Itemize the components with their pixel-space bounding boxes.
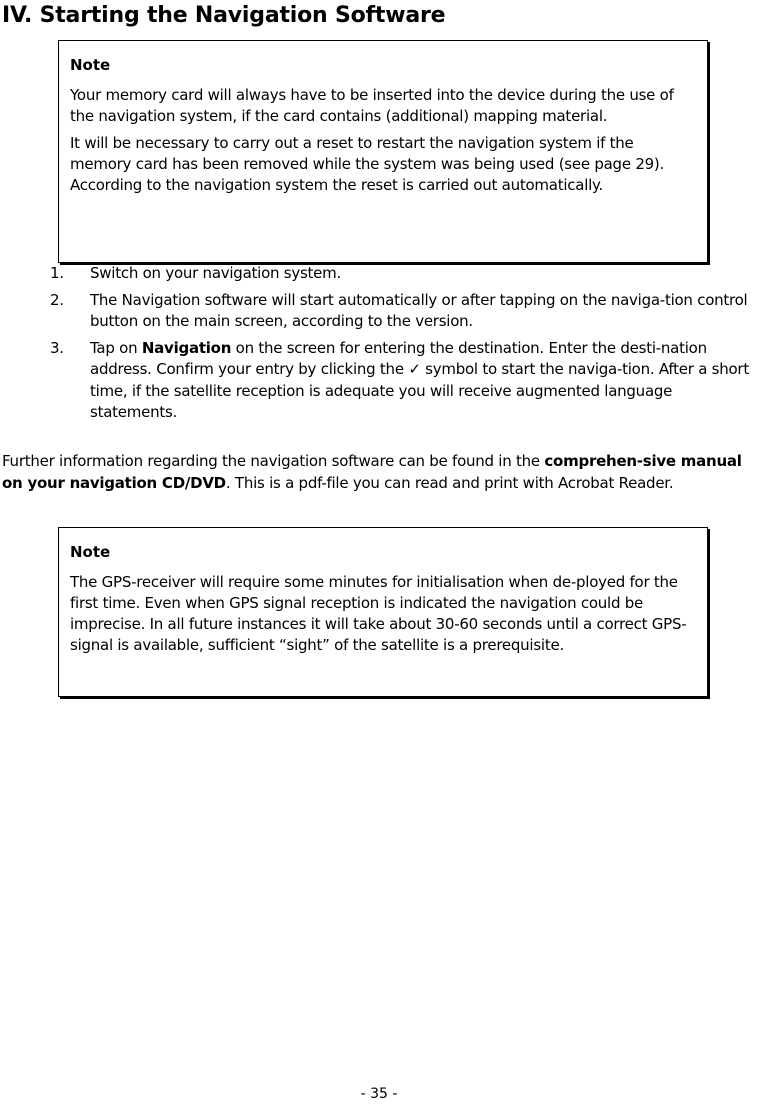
list-item: [50, 263, 754, 285]
manual-reference: comprehen-sive manual on your navigation CD/DVD: [2, 452, 742, 492]
page-title: IV. Starting the Navigation Software: [2, 3, 446, 28]
note-paragraph: The GPS-receiver will require some minutes for initialisation when de-ployed for the first time. Even when GPS signal reception is indicated the navigation could be imprecise. In all future instances it will take about 30-60 seconds until a correct GPS-signal is available, sufficient “sight” of the satellite is a prerequisite.: [70, 573, 687, 654]
step-number: 1.: [50, 264, 64, 282]
note-heading: Note: [70, 56, 111, 74]
list-item: [50, 338, 754, 424]
note-box-memory-card: [58, 40, 708, 263]
step-text: Tap on Navigation on the screen for entering the destination. Enter the desti-nation address. Confirm your entry by clicking the ✓ symbol to start the naviga-tion. After a short time, if the satellite reception is adequate you will receive augmented language statements.: [90, 338, 749, 421]
step-number: 2.: [50, 290, 64, 309]
list-item: [50, 290, 754, 333]
checkmark-icon: ✓: [408, 360, 421, 378]
note-heading: Note: [70, 543, 111, 561]
step-number: 3.: [50, 338, 64, 357]
step-text: Switch on your navigation system.: [90, 264, 342, 282]
page-number: - 35 -: [360, 1086, 398, 1102]
step-text: The Navigation software will start automatically or after tapping on the naviga-tion control button on the main screen, according to the version.: [90, 290, 748, 330]
note-paragraph: It will be necessary to carry out a reset to restart the navigation system if the memory card has been removed while the system was being used (see page 29). According to the navigation system the reset is carried out automatically.: [70, 134, 665, 194]
note-box-gps: [58, 527, 708, 697]
note-paragraph: Your memory card will always have to be inserted into the device during the use of the navigation system, if the card contains (additional) mapping material.: [70, 86, 674, 125]
further-information-paragraph: Further information regarding the navigation software can be found in the comprehen-sive manual on your navigation CD/DVD. This is a pdf-file you can read and print with Acrobat Reader.: [2, 452, 742, 492]
steps-list: [50, 263, 754, 429]
navigation-term: Navigation: [141, 338, 232, 357]
